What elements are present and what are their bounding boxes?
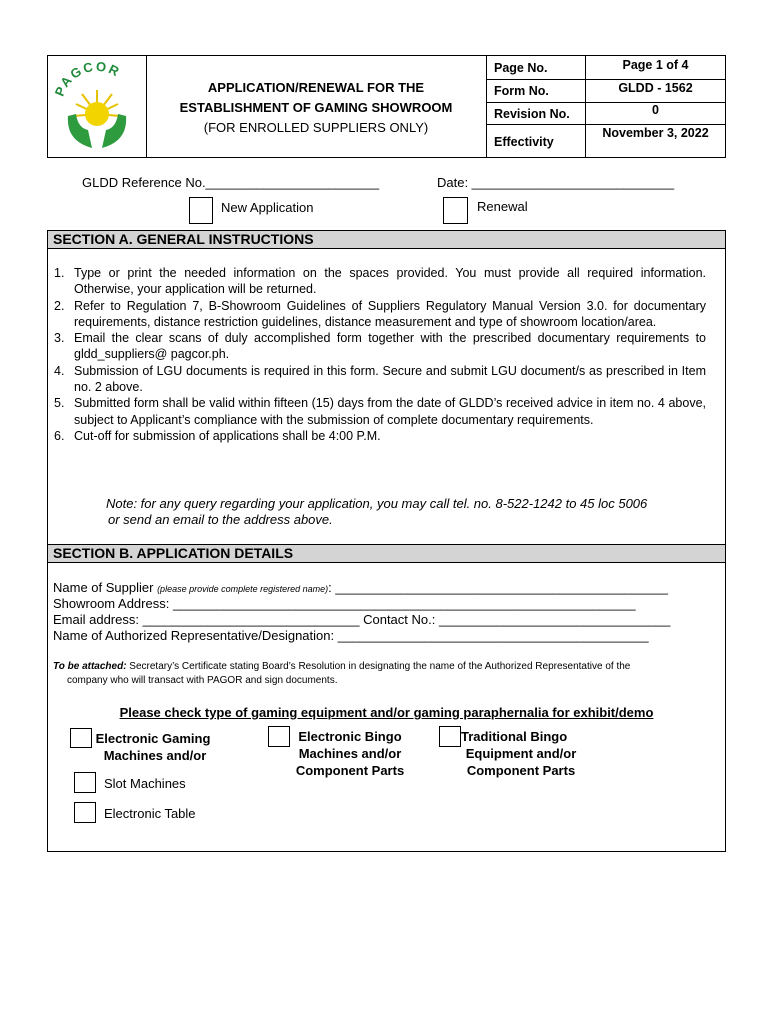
showroom-address-field[interactable]: Showroom Address: ________________________________________________________________ [53, 596, 636, 611]
email-contact-field[interactable]: Email address: ______________________________ Contact No.: ________________________________ [53, 612, 671, 627]
equipment-title: Please check type of gaming equipment and/or gaming paraphernalia for exhibit/demo [119, 705, 654, 720]
instruction-text: Cut-off for submission of applications shall be 4:00 P.M. [74, 428, 381, 443]
note-line1: Note: for any query regarding your application, you may call tel. no. 8-522-1242 to 45 loc 5006 [106, 496, 648, 511]
electronic-bingo-label [290, 728, 410, 779]
slot-machines-checkbox[interactable] [74, 772, 96, 793]
instruction-number: 3. [54, 331, 65, 346]
instruction-text: Submitted form shall be valid within fifteen (15) days from the date of GLDD’s received advice in item no. 4 above, subject to Applicant’s compliance with the submission of complete documentary requirements. [74, 396, 706, 427]
equip-label-line: Traditional Bingo [461, 729, 568, 744]
attachment-note-label: To be attached: [53, 661, 127, 672]
instruction-item [54, 428, 706, 444]
supplier-name-hint: (please provide complete registered name) [157, 584, 329, 594]
new-application-label: New Application [221, 200, 314, 215]
instruction-item [54, 265, 706, 298]
meta-divider [486, 124, 725, 125]
instruction-item [54, 395, 706, 428]
instruction-item [54, 298, 706, 331]
equip-label-line: Electronic Bingo [298, 729, 402, 744]
supplier-name-line: : ______________________________________________ [328, 580, 668, 595]
form-title-line2: ESTABLISHMENT OF GAMING SHOWROOM [179, 100, 453, 115]
page-no-label: Page No. [494, 61, 548, 75]
pagcor-logo [48, 56, 146, 157]
equip-label-line: Electronic Gaming [95, 731, 211, 746]
form-no-label: Form No. [494, 84, 549, 98]
renewal-label: Renewal [477, 199, 528, 214]
effectivity-value: November 3, 2022 [602, 126, 709, 140]
instruction-number: 6. [54, 428, 65, 443]
revision-no-value: 0 [652, 103, 659, 117]
supplier-name-field[interactable] [53, 580, 668, 595]
equip-label-line: Machines and/or [103, 748, 207, 763]
electronic-bingo-checkbox[interactable] [268, 726, 290, 747]
instruction-number: 5. [54, 396, 65, 411]
instruction-number: 2. [54, 298, 65, 313]
page-no-value: Page 1 of 4 [622, 58, 689, 72]
instruction-text: Type or print the needed information on the spaces provided. You must provide all required information. Otherwise, your application will be returned. [74, 266, 706, 297]
new-application-checkbox[interactable] [189, 197, 213, 224]
electronic-gaming-checkbox[interactable] [70, 728, 92, 748]
instruction-number: 4. [54, 363, 65, 378]
equip-label-line: Equipment and/or [465, 746, 577, 761]
instruction-number: 1. [54, 266, 65, 280]
date-field[interactable]: Date: ____________________________ [437, 175, 675, 190]
instruction-item [54, 330, 706, 363]
instruction-item [54, 363, 706, 396]
traditional-bingo-checkbox[interactable] [439, 726, 461, 747]
instructions-list [54, 265, 706, 444]
authorized-rep-field[interactable]: Name of Authorized Representative/Designation: ___________________________________________ [53, 628, 649, 643]
supplier-name-label: Name of Supplier [53, 580, 158, 595]
effectivity-label: Effectivity [494, 135, 554, 149]
attachment-note [53, 661, 630, 672]
form-title-line1: APPLICATION/RENEWAL FOR THE [207, 80, 425, 95]
section-b-header: SECTION B. APPLICATION DETAILS [47, 544, 726, 563]
title-cell [146, 56, 487, 157]
svg-text:PAGCOR: PAGCOR [51, 58, 124, 99]
instruction-text: Email the clear scans of duly accomplished form together with the prescribed documentary requirements to gldd_suppliers@ pagcor.ph. [74, 331, 706, 362]
attachment-note-line2: company who will transact with PAGOR and sign documents. [67, 675, 338, 686]
electronic-gaming-label [92, 730, 214, 764]
logo-cell [48, 56, 147, 157]
instruction-text: Refer to Regulation 7, B-Showroom Guidelines of Suppliers Regulatory Manual Version 3.0. for documentary requirements, distance restriction guidelines, distance measurement and type of showroom location/area. [74, 298, 706, 329]
electronic-table-label: Electronic Table [104, 806, 196, 821]
gldd-reference-field[interactable]: GLDD Reference No.________________________ [82, 175, 380, 190]
meta-divider [486, 79, 725, 80]
form-no-value: GLDD - 1562 [618, 81, 693, 95]
electronic-table-checkbox[interactable] [74, 802, 96, 823]
form-title-line3: (FOR ENROLLED SUPPLIERS ONLY) [203, 120, 429, 135]
equip-label-line: Component Parts [466, 763, 576, 778]
renewal-checkbox[interactable] [443, 197, 468, 224]
equip-label-line: Component Parts [295, 763, 405, 778]
section-a-header: SECTION A. GENERAL INSTRUCTIONS [47, 230, 726, 249]
revision-no-label: Revision No. [494, 107, 570, 121]
form-header [47, 55, 726, 158]
attachment-note-text: Secretary’s Certificate stating Board’s Resolution in designating the name of the Authorized Representative of the [126, 661, 631, 672]
instruction-text: Submission of LGU documents is required in this form. Secure and submit LGU document/s as prescribed in Item no. 2 above. [74, 363, 706, 395]
equip-label-line: Machines and/or [298, 746, 402, 761]
slot-machines-label: Slot Machines [104, 776, 186, 791]
note-line2: or send an email to the address above. [108, 512, 333, 527]
traditional-bingo-label [461, 728, 581, 779]
